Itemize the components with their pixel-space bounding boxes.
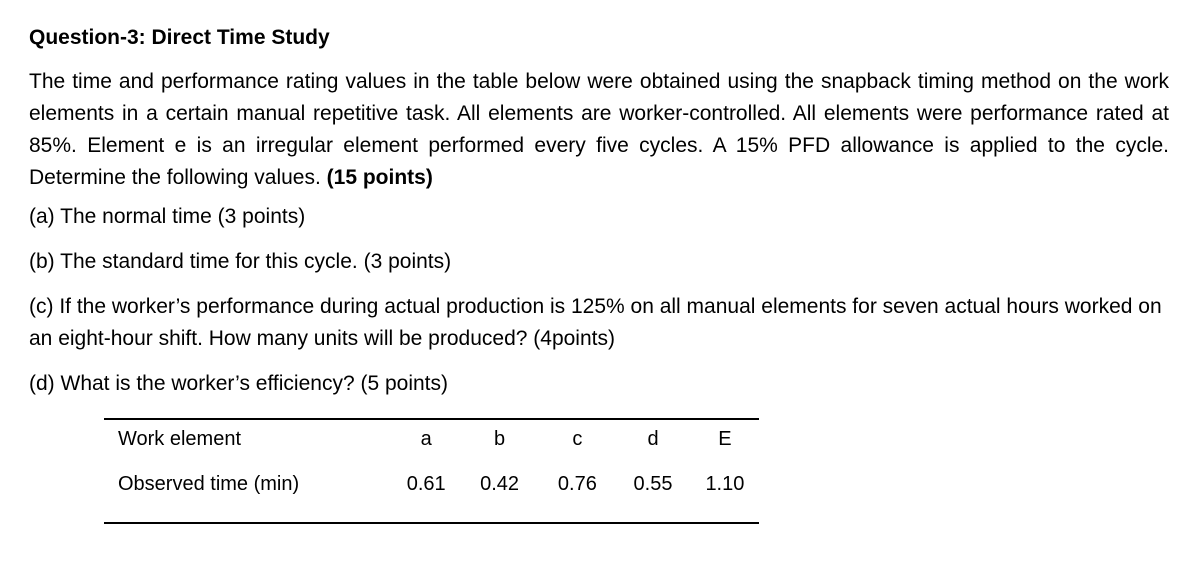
table-row [104,419,759,460]
value-b: 0.42 [480,473,520,495]
intro-points: (15 points) [326,166,433,189]
part-b: (b) The standard time for this cycle. (3 points) [29,250,452,273]
element-d: d [647,428,659,450]
value-c: 0.76 [557,473,597,495]
element-e: E [718,428,732,450]
element-a: a [420,428,432,450]
question-intro [29,66,1169,194]
part-a: (a) The normal time (3 points) [29,205,306,228]
element-b: b [493,428,506,450]
value-e: 1.10 [705,473,745,495]
part-d: (d) What is the worker’s efficiency? (5 points) [29,372,448,395]
element-c: c [572,428,583,450]
table-row [104,460,759,523]
part-c: (c) If the worker’s performance during actual production is 125% on all manual elements for seven actual hours worked on an eight-hour shift. How many units will be produced? (4points) [29,295,1162,350]
intro-text: The time and performance rating values in the table below were obtained using the snapback timing method on the work elements in a certain manual repetitive task. All elements are worker-controlled. All elements were performance rated at 85%. Element e is an irregular element performed every five cycles. A 15% PFD allowance is applied to the cycle. Determine the following values. [29,70,1169,189]
question-title: Question-3: Direct Time Study [29,26,330,49]
observed-time-table [104,418,759,524]
header-label: Work element [118,428,242,450]
row-label: Observed time (min) [118,473,300,495]
value-a: 0.61 [406,473,446,495]
value-d: 0.55 [633,473,673,495]
document [29,22,1169,413]
